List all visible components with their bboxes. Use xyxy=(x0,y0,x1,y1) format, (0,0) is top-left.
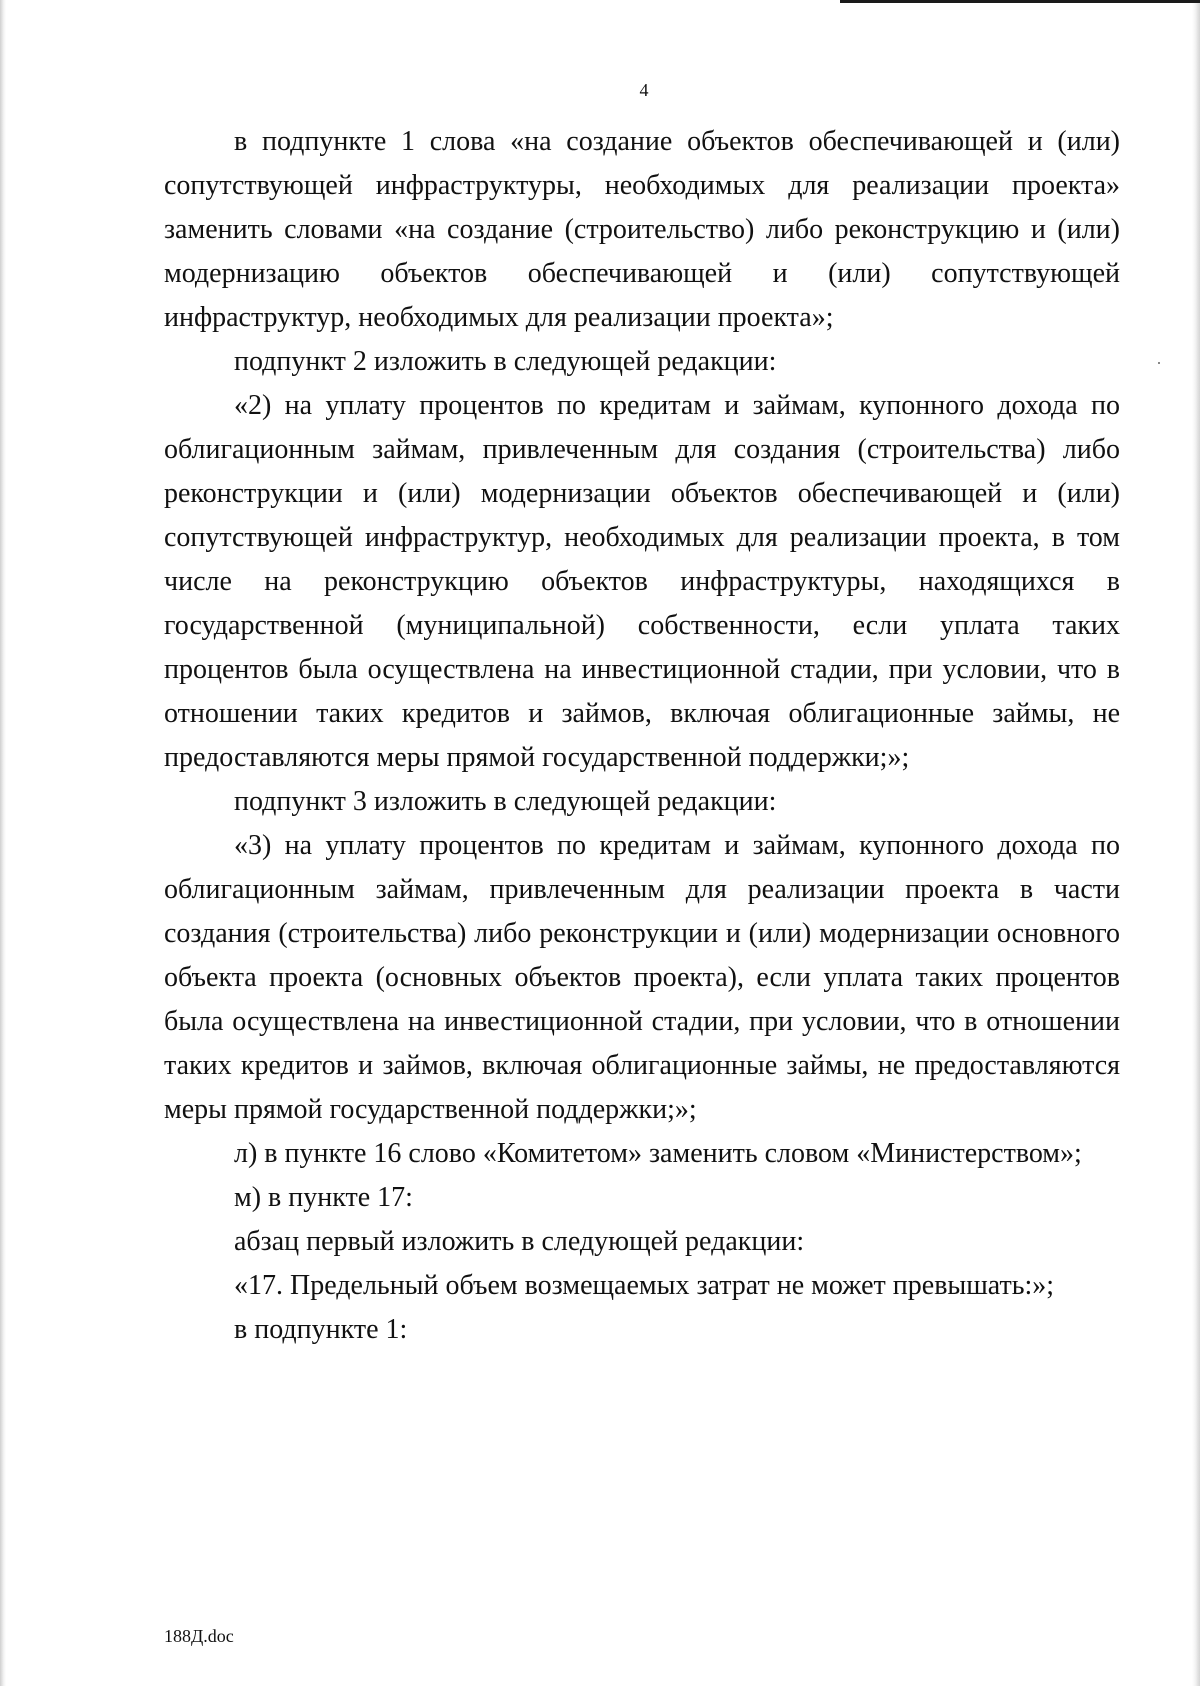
paragraph: подпункт 2 изложить в следующей редакции: xyxy=(234,346,777,377)
scan-top-line xyxy=(840,0,1200,3)
paragraph: «17. Предельный объем возмещаемых затрат не может превышать:»; xyxy=(234,1270,1055,1301)
document-body xyxy=(164,120,1120,1352)
paragraph: абзац первый изложить в следующей редакции: xyxy=(234,1226,805,1257)
paragraph: в подпункте 1: xyxy=(234,1314,408,1345)
paragraph: м) в пункте 17: xyxy=(234,1182,413,1213)
scan-edge-right xyxy=(1192,0,1200,1686)
paragraph: «2) на уплату процентов по кредитам и займам, купонного дохода по облигационным займам, привлеченным для создания (строительства) либо реконструкции и (или) модернизации объектов обеспечивающей и (или) сопутствующей инфраструктур, необходимых для реализации проекта, в том числе на реконструкцию объектов инфраструктуры, находящихся в государственной (муниципальной) собственности, если уплата таких процентов была осуществлена на инвестиционной стадии, при условии, что в отношении таких кредитов и займов, включая облигационные займы, не предоставляются меры прямой государственной поддержки;»; xyxy=(164,390,1120,773)
scan-dot xyxy=(1158,362,1160,364)
footer-filename: 188Д.doc xyxy=(164,1626,234,1646)
paragraph: в подпункте 1 слова «на создание объектов обеспечивающей и (или) сопутствующей инфраструктуры, необходимых для реализации проекта» заменить словами «на создание (строительство) либо реконструкцию и (или) модернизацию объектов обеспечивающей и (или) сопутствующей инфраструктур, необходимых для реализации проекта»; xyxy=(164,126,1120,333)
paragraph: «3) на уплату процентов по кредитам и займам, купонного дохода по облигационным займам, привлеченным для реализации проекта в части создания (строительства) либо реконструкции и (или) модернизации основного объекта проекта (основных объектов проекта), если уплата таких процентов была осуществлена на инвестиционной стадии, при условии, что в отношении таких кредитов и займов, включая облигационные займы, не предоставляются меры прямой государственной поддержки;»; xyxy=(164,830,1120,1125)
scan-edge-left xyxy=(0,0,6,1686)
page-number: 4 xyxy=(639,80,649,100)
paragraph: подпункт 3 изложить в следующей редакции: xyxy=(234,786,777,817)
paragraph: л) в пункте 16 слово «Комитетом» заменить словом «Министерством»; xyxy=(234,1138,1082,1169)
